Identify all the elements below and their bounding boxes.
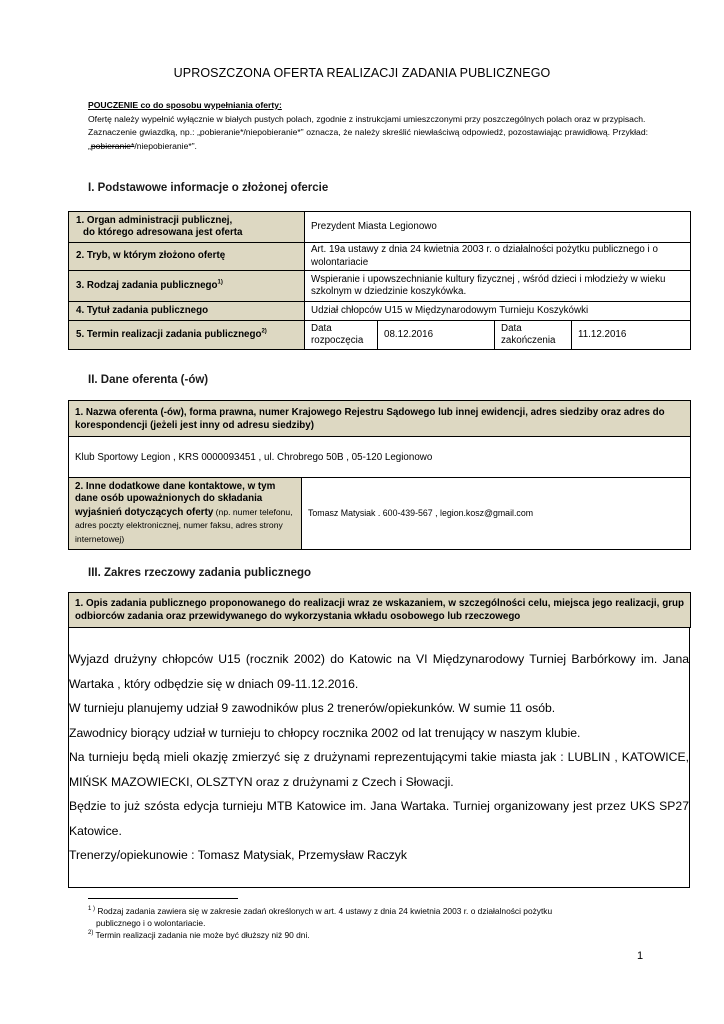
section-2-heading: II. Dane oferenta (-ów) <box>88 374 209 386</box>
notice-line-2-start: Zaznaczenie gwiazdką, np.: „pobieranie*/niepobieranie*” oznacza, że należy skreślić niewłaściwą odpowiedź, pozostawiając prawidłową. Przykład: „ <box>88 127 648 151</box>
notice-strikethrough-example: pobieranie* <box>90 140 135 151</box>
description-paragraph: Na turnieju będą mieli okazję zmierzyć się z drużynami reprezentującymi takie miasta jak : LUBLIN , KATOWICE, MIŃSK MAZOWIECKI, OLSZTYN oraz z drużynami z Czech i Słowacji. <box>69 750 689 789</box>
footnote-ref-1: 1) <box>217 279 223 286</box>
tryb-label: 2. Tryb, w którym złożono ofertę <box>69 243 305 271</box>
scope-table <box>68 592 691 628</box>
footnote-1-text: Rodzaj zadania zawiera się w zakresie zadań określonych w art. 4 ustawy z dnia 24 kwietnia 2003 r. o działalności pożytku <box>95 906 553 916</box>
notice-line-2 <box>88 126 648 153</box>
contact-label-cell <box>69 478 302 550</box>
description-paragraph: Będzie to już szósta edycja turnieju MTB Katowice im. Jana Wartaka. Turniej organizowany jest przez UKS SP27 Katowice. <box>69 799 689 838</box>
start-date-field[interactable]: 08.12.2016 <box>378 321 495 350</box>
contact-label: 2. Inne dodatkowe dane kontaktowe, w tym dane osób upoważnionych do składania wyjaśnień dotyczących oferty <box>75 480 276 518</box>
description-paragraph: Wyjazd drużyny chłopców U15 (rocznik 2002) do Katowic na VI Międzynarodowy Turniej Barbórkowy im. Jana Wartaka , który odbędzie się w dniach 09-11.12.2016. <box>69 652 689 691</box>
organ-label-cell <box>69 212 305 243</box>
end-date-label: Data zakończenia <box>495 321 572 350</box>
footnote-2 <box>88 929 688 941</box>
end-date-field[interactable]: 11.12.2016 <box>572 321 691 350</box>
page-number: 1 <box>637 950 644 962</box>
footnote-1-mark: 1 ) <box>88 906 96 913</box>
organ-label-2: do którego adresowana jest oferta <box>83 227 243 238</box>
notice-heading: POUCZENIE co do sposobu wypełniania oferty: <box>88 100 282 110</box>
description-paragraph: Zawodnicy biorący udział w turnieju to chłopcy rocznika 2002 od lat trenujący w naszym klubie. <box>69 725 581 740</box>
organ-value-field[interactable]: Prezydent Miasta Legionowo <box>305 212 691 243</box>
termin-label: 5. Termin realizacji zadania publicznego <box>76 328 262 340</box>
tytul-label: 4. Tytuł zadania publicznego <box>69 302 305 321</box>
rodzaj-label: 3. Rodzaj zadania publicznego <box>76 279 218 291</box>
basic-info-table <box>68 211 691 350</box>
tryb-value-field[interactable]: Art. 19a ustawy z dnia 24 kwietnia 2003 r. o działalności pożytku publicznego i o wolontariacie <box>305 243 691 271</box>
description-text <box>69 647 689 868</box>
footnote-separator <box>88 898 238 899</box>
contact-value-field[interactable]: Tomasz Matysiak . 600-439-567 , legion.kosz@gmail.com <box>302 478 691 550</box>
tytul-value-field[interactable]: Udział chłopców U15 w Międzynarodowym Turnieju Koszykówki <box>305 302 691 321</box>
applicant-name-label: 1. Nazwa oferenta (-ów), forma prawna, numer Krajowego Rejestru Sądowego lub innej ewidencji, adres siedziby oraz adres do korespondencji (jeżeli jest inny od adresu siedziby) <box>69 401 691 437</box>
footnote-2-text: Termin realizacji zadania nie może być dłuższy niż 90 dni. <box>93 930 310 940</box>
termin-label-cell <box>69 321 305 350</box>
notice-line-1: Ofertę należy wypełnić wyłącznie w białych pustych polach, zgodnie z instrukcjami umieszczonymi przy poszczególnych polach oraz w przypisach. <box>88 113 646 124</box>
rodzaj-value-field[interactable]: Wspieranie i upowszechnianie kultury fizycznej , wśród dzieci i młodzieży w wieku szkolnym w dziedzinie koszykówka. <box>305 271 691 302</box>
description-field[interactable] <box>68 627 690 888</box>
document-title: UPROSZCZONA OFERTA REALIZACJI ZADANIA PUBLICZNEGO <box>173 66 551 80</box>
footnote-ref-2: 2) <box>261 328 267 335</box>
contact-label-hint: (np. numer telefonu, adres poczty elektronicznej, numer faksu, adres strony internetowej) <box>75 506 293 544</box>
organ-label: 1. Organ administracji publicznej, <box>76 214 233 226</box>
description-paragraph: Trenerzy/opiekunowie : Tomasz Matysiak, Przemysław Raczyk <box>69 848 407 862</box>
section-3-heading: III. Zakres rzeczowy zadania publicznego <box>88 567 312 579</box>
section-1-heading: I. Podstawowe informacje o złożonej ofercie <box>88 182 329 194</box>
notice-line-2-end: /niepobieranie*”. <box>134 140 197 151</box>
footnote-1-text-2: publicznego i o wolontariacie. <box>96 918 206 928</box>
description-paragraph: W turnieju planujemy udział 9 zawodników plus 2 trenerów/opiekunków. W sumie 11 osób. <box>69 701 556 715</box>
footnote-2-mark: 2) <box>88 930 94 937</box>
footnotes <box>88 905 688 941</box>
applicant-name-field[interactable]: Klub Sportowy Legion , KRS 0000093451 , ul. Chrobrego 50B , 05-120 Legionowo <box>69 437 691 478</box>
applicant-table <box>68 400 691 550</box>
footnote-1 <box>88 905 688 929</box>
description-label: 1. Opis zadania publicznego proponowanego do realizacji wraz ze wskazaniem, w szczególności celu, miejsca jego realizacji, grup odbiorców zadania oraz przewidywanego do wykorzystania wkładu osobowego lub rzeczowego <box>69 593 691 628</box>
instructions-notice <box>88 99 648 153</box>
start-date-label: Data rozpoczęcia <box>305 321 378 350</box>
rodzaj-label-cell <box>69 271 305 302</box>
